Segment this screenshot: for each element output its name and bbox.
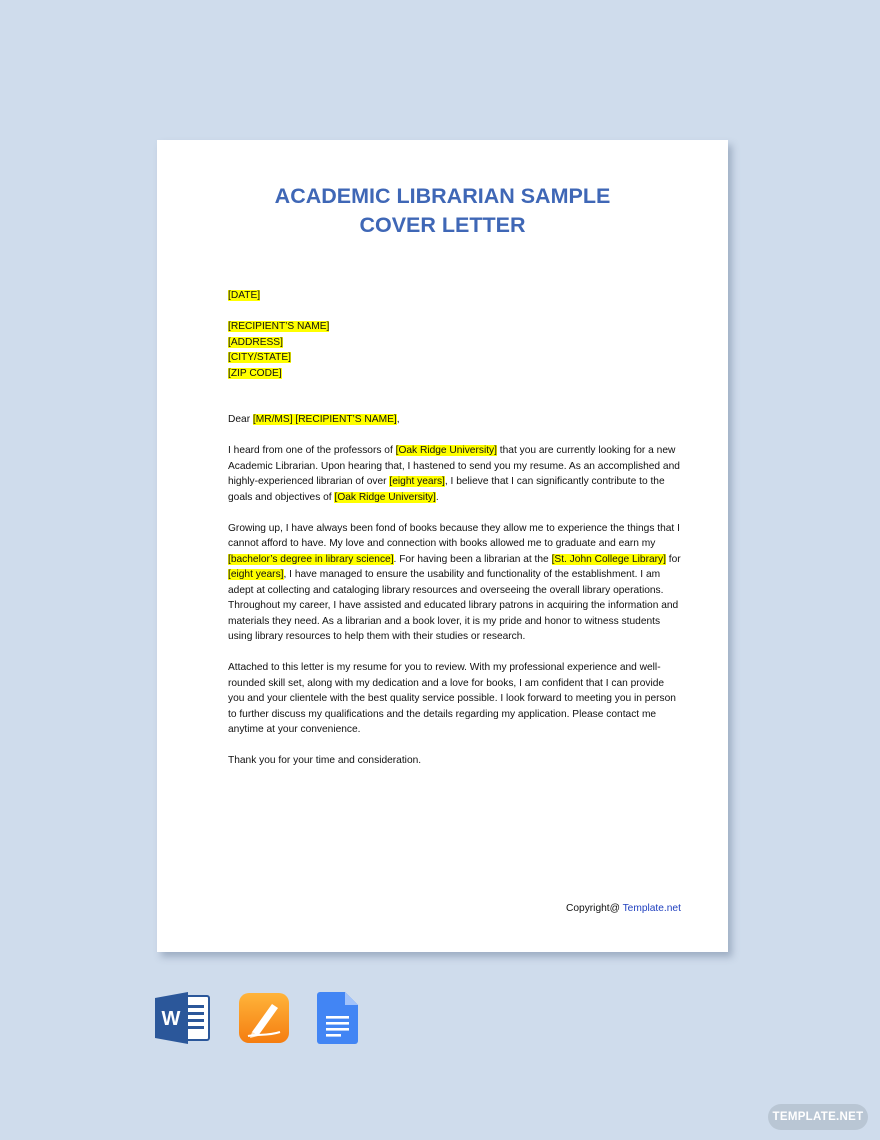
copyright-link[interactable]: Template.net [622,903,681,914]
title-line-2: COVER LETTER [359,213,526,237]
letter-page [157,140,728,952]
salutation-placeholder: [MR/MS] [RECIPIENT’S NAME] [252,414,397,425]
date-placeholder: [DATE] [228,290,261,301]
highlight-years: [eight years] [228,569,284,580]
zip-code-line [228,366,683,382]
template-net-watermark: TEMPLATE.NET [768,1104,868,1130]
paragraph-intro: I heard from one of the professors of [Oak Ridge University] that you are currently looking for a new Academic Librarian. Upon hearing that, I hastened to send you my resume. As an accomplished and highly-experienced librarian of over [eight years], I believe that I can significantly contribute to the goals and objectives of [Oak Ridge University]. [228,445,680,503]
title-line-1: ACADEMIC LIBRARIAN SAMPLE [274,184,611,208]
recipient-name-line [228,319,683,335]
highlight-library: [St. John College Library] [551,553,666,565]
paragraph-closing: Attached to this letter is my resume for you to review. With my professional experience and well-rounded skill set, along with my dedication and a love for books, I am confident that I can provide you and your clientele with the best quality service possible. I look forward to meeting you in person to further discuss my qualifications and the details regarding my application. Please contact me anytime at your convenience. [228,662,676,735]
apple-pages-icon[interactable] [238,992,290,1044]
recipient-name-placeholder: [RECIPIENT’S NAME] [228,321,330,332]
copyright-notice: Copyright@ Template.net [566,903,681,914]
date-line [228,288,683,304]
google-docs-icon[interactable] [317,992,359,1044]
highlight-university: [Oak Ridge University] [395,445,497,456]
address-line [228,335,683,351]
svg-text:W: W [161,1008,181,1030]
closing-line: Thank you for your time and consideration. [228,755,422,766]
salutation: Dear [MR/MS] [RECIPIENT’S NAME], [228,414,400,425]
highlight-years: [eight years] [389,476,445,487]
highlight-university: [Oak Ridge University] [334,491,436,503]
paragraph-background: Growing up, I have always been fond of books because they allow me to experience the things that I cannot afford to have. My love and connection with books allowed me to graduate and earn my [bachelor’s degree in library science]. For having been a librarian at the [St. John College Library] for [eight years], I have managed to ensure the usability and functionality of the establishment. I am adept at collecting and cataloging library resources and overseeing the overall library operations. Throughout my career, I have assisted and educated library patrons in acquiring the information and materials they need. As a librarian and a book lover, it is my pride and honor to witness students using library resources to help them with their studies or research. [228,522,681,642]
city-state-placeholder: [CITY/STATE] [228,352,292,363]
zip-code-placeholder: [ZIP CODE] [228,367,282,379]
microsoft-word-icon[interactable] [155,992,211,1044]
document-title [157,182,728,240]
address-placeholder: [ADDRESS] [228,336,283,348]
city-state-line [228,350,683,366]
highlight-degree: [bachelor’s degree in library science] [228,553,394,565]
letter-body [228,288,683,769]
